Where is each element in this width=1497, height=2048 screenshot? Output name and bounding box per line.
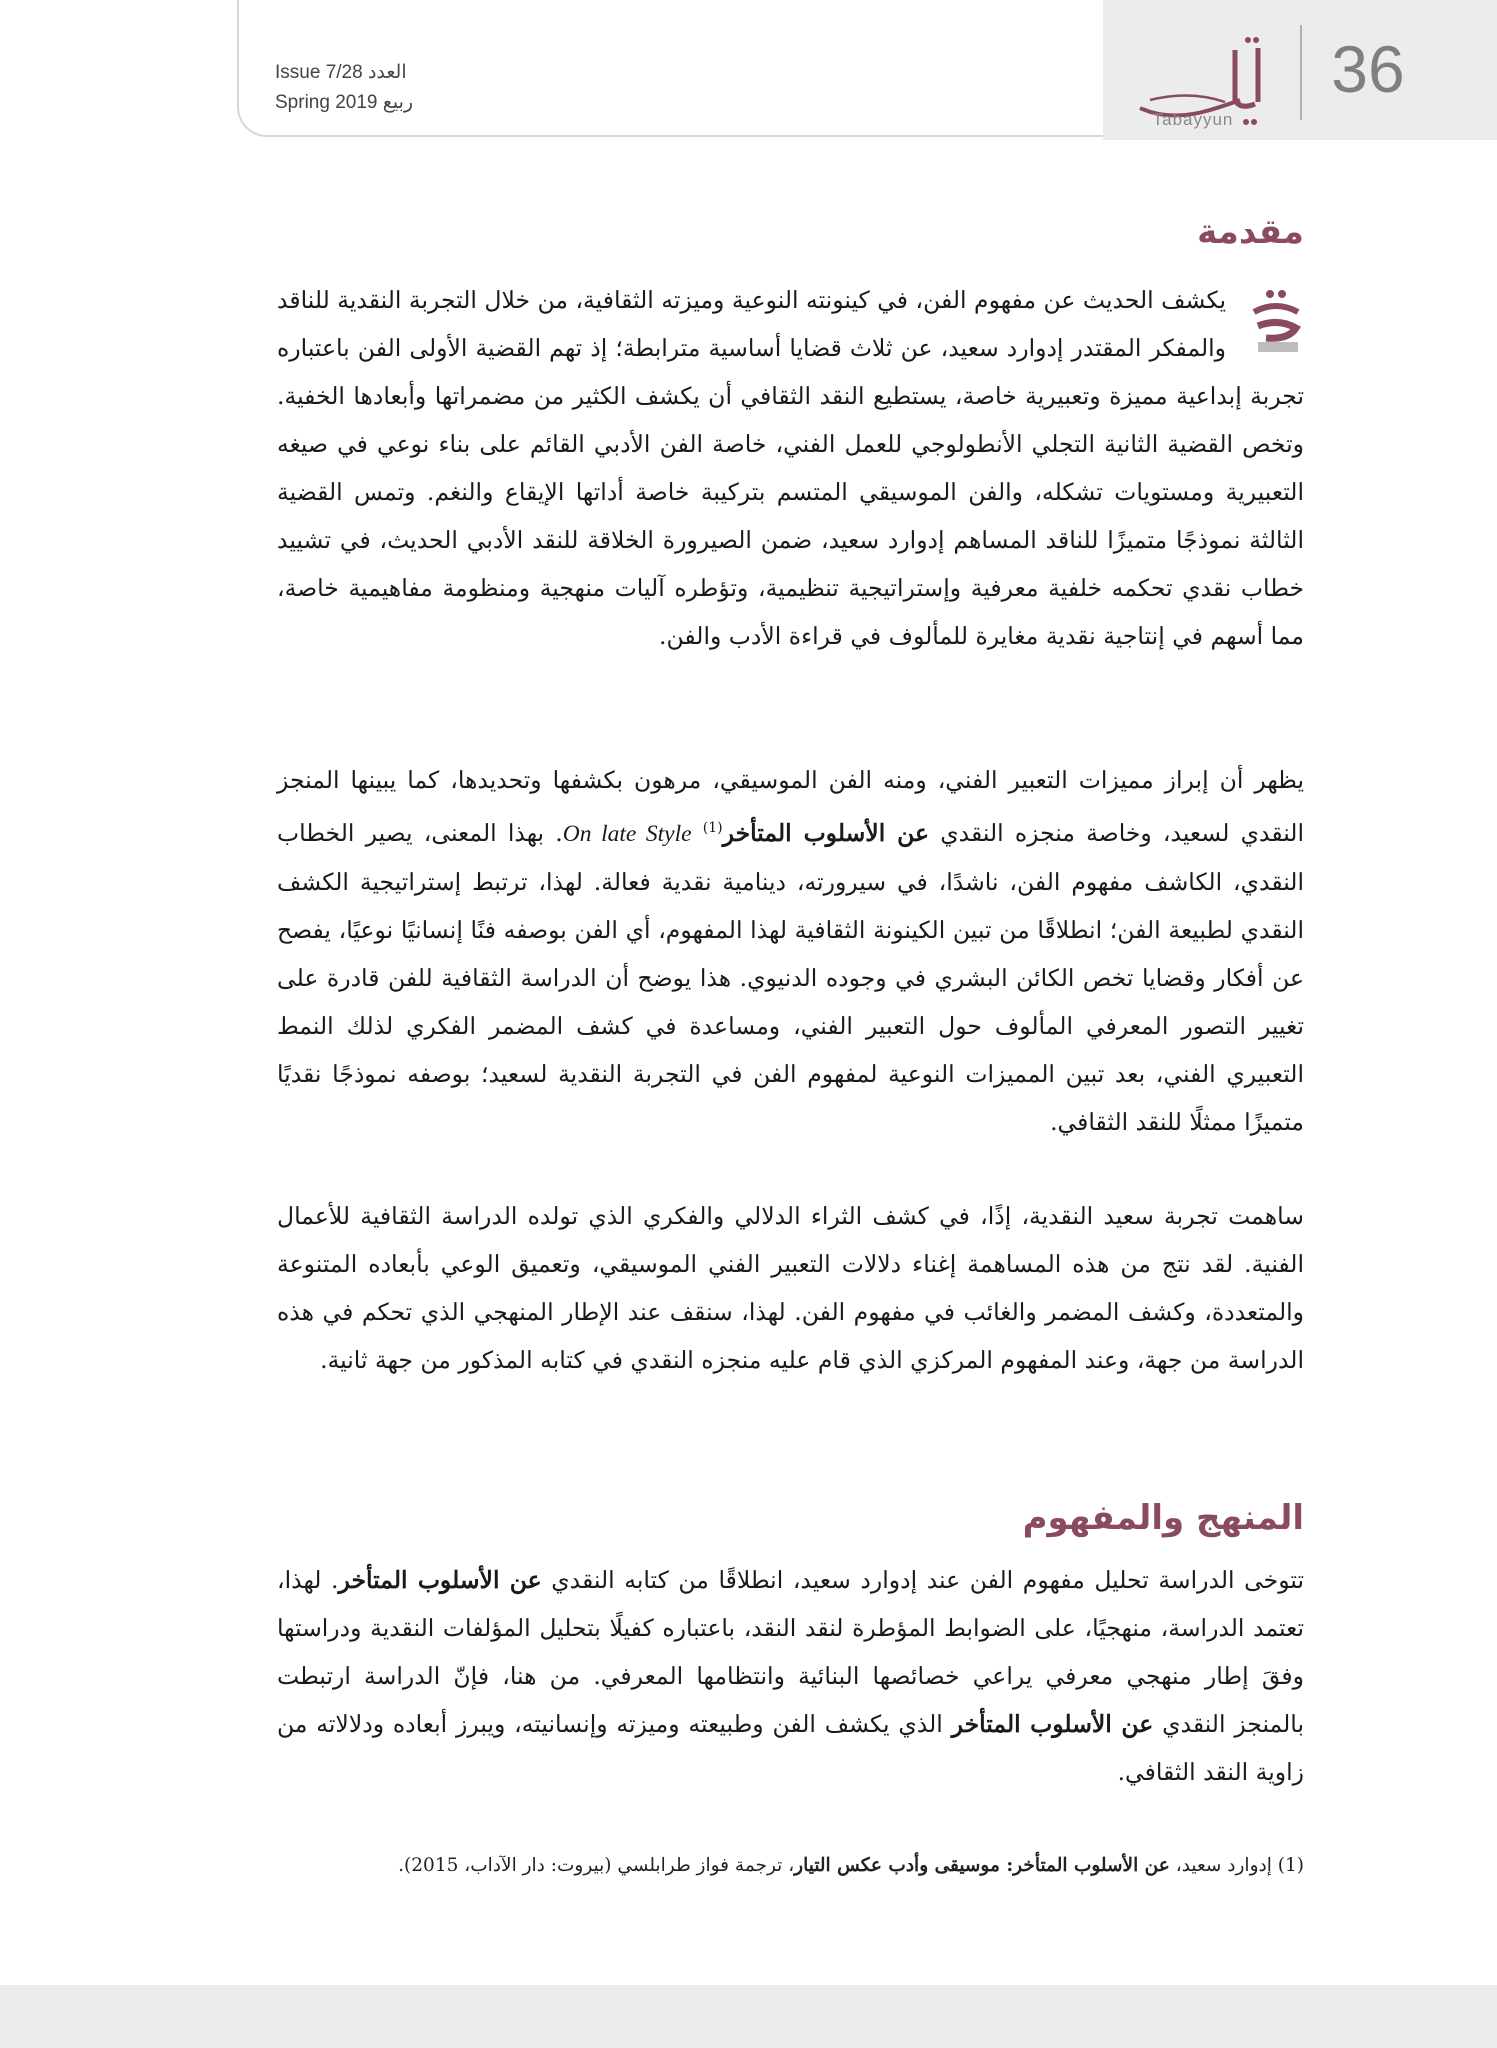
footnote-author: إدوارد سعيد، — [1169, 1855, 1272, 1876]
issue-number: Issue 7/28 العدد — [275, 62, 407, 83]
drop-cap-ornament — [1248, 282, 1304, 358]
page-number: 36 — [1331, 32, 1405, 106]
footnote — [277, 1848, 1304, 1884]
paragraph-4 — [277, 1556, 1304, 1796]
paragraph-1 — [277, 276, 1304, 660]
footnote-book-title: عن الأسلوب المتأخر: موسيقى وأدب عكس التيار — [794, 1855, 1170, 1876]
journal-name-latin: Tabayyun — [1152, 110, 1234, 129]
header-divider — [1300, 25, 1302, 120]
book-title-bold: عن الأسلوب المتأخر — [722, 818, 930, 847]
paragraph-4-text-b: . لهذا، تعتمد الدراسة، منهجيًا، على الضوابط المؤطرة لنقد النقد، باعتباره كفيلًا بتحليل المؤلفات النقدية ودراستها وفقَ إطار منهجي معرفي يراعي خصائصها البنائية وانتظامها المعرفي. من هنا، فإنّ الدراسة ارتبطت بالمنجز النقدي — [277, 1566, 1304, 1738]
paragraph-3-text: ساهمت تجربة سعيد النقدية، إذًا، في كشف الثراء الدلالي والفكري الذي تولده الدراسة الثقافية للأعمال الفنية. لقد نتج من هذه المساهمة إغناء دلالات التعبير الفني الموسيقي، وتعميق الوعي بأبعاده المتنوعة والمتعددة، وكشف المضمر والغائب في مفهوم الفن. لهذا، سنقف عند الإطار المنهجي الذي تحكم في هذه الدراسة من جهة، وعند المفهوم المركزي الذي قام عليه منجزه النقدي في كتابه المذكور من جهة ثانية. — [277, 1202, 1304, 1374]
section-title-method-concept: المنهج والمفهوم — [1022, 1498, 1304, 1538]
footnote-number: (1) — [1277, 1855, 1304, 1876]
footnote-ref: (1) — [702, 820, 723, 836]
paragraph-4-text-c: الذي يكشف الفن وطبيعته وميزته وإنسانيته، ويبرز أبعاده ودلالاته من زاوية النقد الثقافي. — [277, 1710, 1304, 1786]
section-title-introduction: مقدمة — [1197, 212, 1304, 252]
book-title-bold-3: عن الأسلوب المتأخر — [951, 1710, 1154, 1738]
paragraph-2 — [277, 756, 1304, 1146]
issue-season: Spring 2019 ربيع — [275, 92, 414, 113]
issue-info — [275, 58, 413, 118]
book-title-bold-2: عن الأسلوب المتأخر — [338, 1566, 542, 1594]
paragraph-4-text-a: تتوخى الدراسة تحليل مفهوم الفن عند إدوارد سعيد، انطلاقًا من كتابه النقدي — [541, 1566, 1304, 1594]
paragraph-1-text: يكشف الحديث عن مفهوم الفن، في كينونته النوعية وميزته الثقافية، من خلال التجربة النقدية للناقد والمفكر المقتدر إدوارد سعيد، عن ثلاث قضايا أساسية مترابطة؛ إذ تهم القضية الأولى الفن باعتباره تجربة إبداعية مميزة وتعبيرية خاصة، يستطيع النقد الثقافي أن يكشف الكثير من مضمراتها وأبعادها الخفية. وتخص القضية الثانية التجلي الأنطولوجي للعمل الفني، خاصة الفن الأدبي القائم على بناء نوعي في صيغه التعبيرية ومستويات تشكله، والفن الموسيقي المتسم بتركيبة خاصة أداتها الإيقاع والنغم. وتمس القضية الثالثة نموذجًا متميزًا للناقد المساهم إدوارد سعيد، ضمن الصيرورة الخلاقة للنقد الأدبي الحديث، في تشييد خطاب نقدي تحكمه خلفية معرفية وإستراتيجية تنظيمية، وتؤطره آليات منهجية ومنظومة مفاهيمية خاصة، مما أسهم في إنتاجية نقدية مغايرة للمألوف في قراءة الأدب والفن. — [277, 286, 1304, 650]
paragraph-3 — [277, 1192, 1304, 1384]
bottom-band — [0, 1985, 1497, 2048]
paragraph-2-text-b: . بهذا المعنى، يصير الخطاب النقدي، الكاشف مفهوم الفن، ناشدًا، في سيرورته، دينامية نقدية فعالة. لهذا، ترتبط إستراتيجية الكشف النقدي لطبيعة الفن؛ انطلاقًا من تبين الكينونة الثقافية لهذا المفهوم، أي الفن بوصفه فنًا إنسانيًا نوعيًا، يفصح عن أفكار وقضايا تخص الكائن البشري في وجوده الدنيوي. هذا يوضح أن الدراسة الثقافية للفن قادرة على تغيير التصور المعرفي المألوف حول التعبير الفني، ومساعدة في كشف المضمر الفكري لذلك النمط التعبيري الفني، بعد تبين المميزات النوعية لمفهوم الفن في التجربة النقدية لسعيد؛ بوصفه نموذجًا نقديًا متميزًا ممثلًا للنقد الثقافي. — [277, 818, 1304, 1136]
book-title-english: On late Style — [562, 820, 692, 847]
footnote-publication: ، ترجمة فواز طرابلسي (بيروت: دار الآداب، 2015). — [398, 1855, 795, 1876]
paragraph-2-text-a: يظهر أن إبراز مميزات التعبير الفني، ومنه الفن الموسيقي، مرهون بكشفها وتحديدها، كما يبينها المنجز النقدي لسعيد، وخاصة منجزه النقدي — [277, 766, 1304, 847]
